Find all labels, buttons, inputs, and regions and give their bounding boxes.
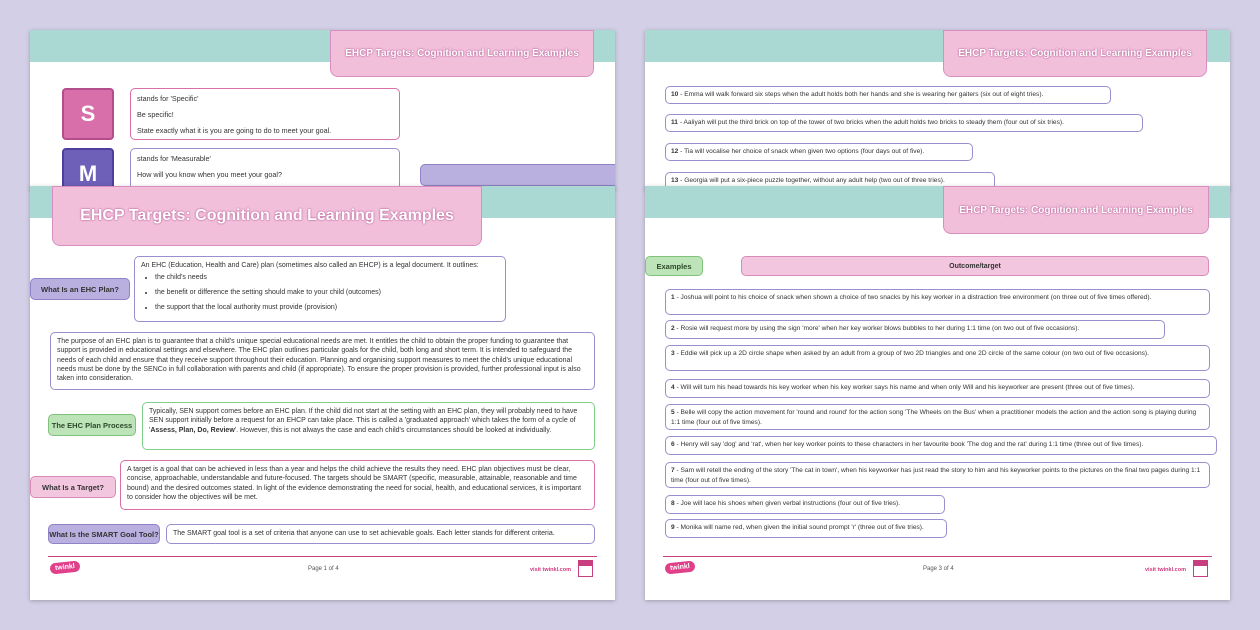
smart-s-box [130, 88, 400, 140]
visit-link-text[interactable]: visit twinkl.com [1145, 567, 1186, 573]
process-box [142, 402, 595, 450]
process-text-b: '. However, this is not always the case and each child's circumstances should be looked at individually. [234, 426, 552, 434]
target-number: 4 [671, 384, 675, 391]
target-box [120, 460, 595, 510]
label-text: Examples [656, 261, 692, 271]
process-text-a: Typically, SEN support comes before an EHC plan. If the child did not start at the setting with an EHC plan, they will probably need to have SEN support initially before a request for an EHCP can take place. This is called a 'graduated approach' which takes the form of a cycle of ' [149, 408, 578, 434]
smart-s-line-2: Be specific! [137, 110, 174, 119]
ehc-plan-box [134, 256, 506, 322]
page-4-back [645, 30, 1230, 190]
target-4 [665, 379, 1210, 398]
target-number: 8 [671, 500, 675, 507]
target-6 [665, 436, 1217, 455]
quality-badge-icon [1193, 560, 1208, 577]
twinkl-logo-text: twinkl [669, 562, 691, 573]
target-5 [665, 404, 1210, 430]
target-8 [665, 495, 945, 514]
target-2 [665, 320, 1165, 339]
footer-rule [663, 556, 1212, 557]
page-number [923, 566, 954, 572]
page-number [308, 566, 339, 572]
page-2-back [30, 30, 615, 190]
target-9 [665, 519, 947, 538]
smart-m-line-2: How will you know when you meet your goal? [137, 170, 283, 179]
bullet-item: • the benefit or difference the setting should make to your child (outcomes) [155, 288, 499, 297]
label-what-is-target [30, 476, 116, 498]
page-1-title-text: EHCP Targets: Cognition and Learning Examples [80, 207, 454, 224]
target-text: - Henry will say 'dog' and 'rat', when her key worker points to these characters in her favourite book 'The dog and the rat' during 1:1 time (three out of five times). [674, 441, 1144, 448]
target-number: 13 [671, 177, 679, 184]
purpose-text: The purpose of an EHC plan is to guarantee that a child's unique special educational needs are met. It entitles the child to obtain the proper funding to guarantee that support is provided in educational settings and elsewhere. The EHC plan outlines particular goals for the child, both long and short term. It is intended to safeguard the needs of each child and ensure that they receive support throughout their education. Planning and organising support measures to meet the child's unique educational needs must be done by the SENCo in full collaboration with parents and child (if appropriate). To ensure the proper provision is provided, further professional input is also taken into consideration. [57, 338, 581, 383]
target-text: - Aaliyah will put the third brick on top of the tower of two bricks when the adult holds two bricks to steady them (four out of six tries). [677, 119, 1064, 126]
smart-tool-box [166, 524, 595, 544]
label-what-is-ehc-plan [30, 278, 130, 300]
target-text: - Belle will copy the action movement for 'round and round' for the action song 'The Wheels on the Bus' when a practitioner models the action and the action song is playing during 1:1 time (four out of five times). [671, 409, 1197, 426]
smart-letter-m [62, 148, 114, 190]
page-2-title-text: EHCP Targets: Cognition and Learning Examples [345, 48, 579, 59]
smart-tool-text: The SMART goal tool is a set of criteria that anyone can use to set achievable goals. Each letter stands for different criteria. [173, 530, 555, 537]
smart-letter-s [62, 88, 114, 140]
target-number: 2 [671, 325, 675, 332]
page-3-title-text: EHCP Targets: Cognition and Learning Examples [959, 204, 1193, 216]
label-outcome-target [741, 256, 1209, 276]
label-smart-goal-tool [48, 524, 160, 544]
process-text-bold: Assess, Plan, Do, Review [150, 426, 235, 434]
page-1 [30, 186, 615, 600]
page-1-title [52, 186, 482, 246]
target-10 [665, 86, 1111, 104]
label-text: What Is a Target? [42, 482, 104, 492]
twinkl-logo-text: twinkl [54, 562, 76, 573]
bullet-item: • the support that the local authority must provide (provision) [155, 303, 499, 312]
visit-link[interactable] [530, 567, 571, 573]
target-1 [665, 289, 1210, 315]
quality-badge-icon [578, 560, 593, 577]
target-text: - Emma will walk forward six steps when the adult holds both her hands and she is wearing her gaiters (six out of eight tries). [678, 91, 1044, 98]
label-text: The EHC Plan Process [51, 420, 133, 430]
purpose-box [50, 332, 595, 390]
purple-tab-decoration [420, 164, 615, 186]
visit-link-text[interactable]: visit twinkl.com [530, 567, 571, 573]
smart-m-line-1: stands for 'Measurable' [137, 154, 211, 163]
label-text: Outcome/target [949, 262, 1001, 270]
target-text: - Joe will lace his shoes when given verbal instructions (four out of five tries). [674, 500, 901, 507]
page-4-title [943, 30, 1207, 77]
twinkl-logo [665, 560, 696, 574]
smart-letter-m-text: M [78, 161, 98, 186]
twinkl-logo [50, 560, 81, 574]
target-text: - Eddie will pick up a 2D circle shape when asked by an adult from a group of two 2D triangles and one 2D circle of the same colour (on two out of five occasions). [674, 350, 1149, 357]
bullet-item: • the child's needs [155, 273, 499, 282]
page-3 [645, 186, 1230, 600]
ehc-plan-bullets [141, 273, 499, 312]
target-7 [665, 462, 1210, 488]
target-number: 6 [671, 441, 675, 448]
footer-rule [48, 556, 597, 557]
label-text: What Is an EHC Plan? [41, 284, 119, 294]
target-text: - Rosie will request more by using the sign 'more' when her key worker blows bubbles to her during 1:1 time (on two out of five occasions). [674, 325, 1080, 332]
target-number: 1 [671, 294, 675, 301]
target-text: - Will will turn his head towards his key worker when his key worker says his name and when only Will and his keyworker are present (three out of five times). [674, 384, 1135, 391]
target-number: 12 [671, 148, 679, 155]
smart-m-box [130, 148, 400, 190]
page-4-title-text: EHCP Targets: Cognition and Learning Examples [958, 48, 1192, 59]
target-number: 5 [671, 409, 675, 416]
target-definition-text: A target is a goal that can be achieved in less than a year and helps the child achieve the results they need. EHC plan objectives must be clear, concise, approachable, understandable and future-focused. The targets should be SMART (specific, measurable, attainable, reasonable and time bound) and the desired outcomes stated. In light of the evidence demonstrating the need for social, health, and educational services, it is important to consider how the objectives will be met. [127, 466, 582, 501]
label-text: What Is the SMART Goal Tool? [49, 529, 159, 539]
target-text: - Tia will vocalise her choice of snack when given two options (four days out of five). [678, 148, 925, 155]
target-text: - Sam will retell the ending of the story 'The cat in town', when his keyworker has just read the story to him and his keyworker points to the pictures on the final two pages during 1:1 time (four out of five times). [671, 467, 1201, 484]
ehc-plan-intro: An EHC (Education, Health and Care) plan (sometimes also called an EHCP) is a legal document. It outlines: [141, 262, 479, 269]
label-examples [645, 256, 703, 276]
target-number: 3 [671, 350, 675, 357]
target-number: 9 [671, 524, 675, 531]
target-text: - Monika will name red, when given the initial sound prompt 'r' (three out of five tries). [674, 524, 924, 531]
smart-s-line-1: stands for 'Specific' [137, 94, 199, 103]
smart-letter-s-text: S [80, 101, 96, 126]
target-text: - Joshua will point to his choice of snack when shown a choice of two snacks by his key worker in a distraction free environment (on three out of five times offered). [674, 294, 1152, 301]
label-ehc-plan-process [48, 414, 136, 436]
visit-link[interactable] [1145, 567, 1186, 573]
target-12 [665, 143, 973, 161]
page-3-title [943, 186, 1209, 234]
page-number-text: Page 3 of 4 [923, 566, 954, 572]
target-number: 7 [671, 467, 675, 474]
target-text: - Georgia will put a six-piece puzzle together, without any adult help (two out of three tries). [678, 177, 945, 184]
target-11 [665, 114, 1143, 132]
target-number: 11 [671, 119, 678, 126]
smart-s-line-3: State exactly what it is you are going to do to meet your goal. [137, 126, 332, 135]
target-3 [665, 345, 1210, 371]
target-number: 10 [671, 91, 679, 98]
page-2-title [330, 30, 594, 77]
page-number-text: Page 1 of 4 [308, 566, 339, 572]
